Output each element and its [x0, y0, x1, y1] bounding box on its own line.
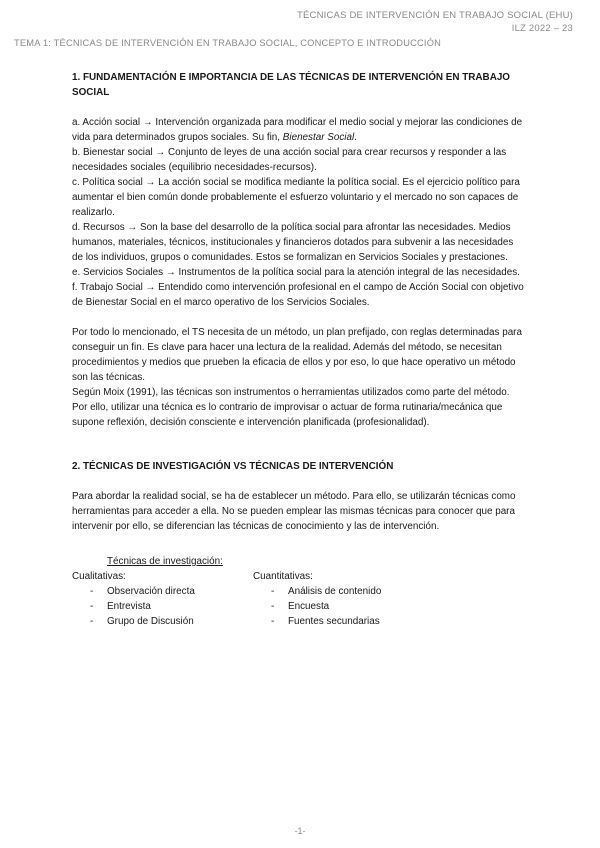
list-item: - Análisis de contenido: [271, 586, 382, 597]
paragraph-moix: Según Moix (1991), las técnicas son instrumentos o herramientas utilizados como parte del método. Por ello, utilizar una técnica es lo contrario de improvisar o actuar de forma rutinaria/mecánica que supone reflexión, decisión consciente e intervención planificada (profesionalidad).: [72, 387, 510, 428]
section-2-heading: 2. TÉCNICAS DE INVESTIGACIÓN VS TÉCNICAS DE INTERVENCIÓN: [72, 461, 394, 472]
definition-a: a. Acción social → Intervención organizada para modificar el medio social y mejorar las condiciones de vida para determinados grupos sociales. Su fin, Bienestar Social.: [72, 117, 523, 143]
quantitative-column: [253, 569, 453, 629]
list-item: - Observación directa: [90, 586, 195, 597]
course-year: ILZ 2022 – 23: [511, 23, 573, 34]
running-header: [297, 9, 573, 35]
document-body: [72, 70, 527, 629]
list-item: - Grupo de Discusión: [90, 616, 194, 627]
paragraph-reality: Para abordar la realidad social, se ha de establecer un método. Para ello, se utilizarán técnicas como herramientas para acceder a ella. No se pueden emplear las mismas técnicas para conocer que para intervenir por ello, se diferencian las técnicas de conocimiento y las de intervención.: [72, 491, 516, 532]
qualitative-label: Cualitativas:: [72, 571, 126, 582]
topic-title: TEMA 1: TÉCNICAS DE INTERVENCIÓN EN TRABAJO SOCIAL, CONCEPTO E INTRODUCCIÓN: [14, 38, 442, 48]
qualitative-column: [72, 569, 253, 629]
paragraph-method: Por todo lo mencionado, el TS necesita de un método, un plan prefijado, con reglas determinadas para conseguir un fin. Es clave para hacer una lectura de la realidad. Además del método, se necesitan procedimientos y medios que prueben la eficacia de ellos y por eso, lo que hace operativo un método son las técnicas.: [72, 327, 522, 383]
definition-c: c. Política social → La acción social se modifica mediante la política social. Es el ejercicio político para aumentar el bien común donde probablemente el esfuerzo voluntario y el mercado no son capaces de realizarlo.: [72, 177, 520, 218]
list-item: - Fuentes secundarias: [271, 616, 380, 627]
definition-d: d. Recursos → Son la base del desarrollo de la política social para afrontar las necesidades. Medios humanos, materiales, técnicos, institucionales y financieros dotados para subvenir a las necesidades de los individuos, grupos o comunidades. Estos se formalizan en Servicios Sociales y prestaciones.: [72, 222, 514, 263]
list-item: - Encuesta: [271, 601, 330, 612]
techniques-columns: [72, 569, 527, 629]
definition-b: b. Bienestar social → Conjunto de leyes de una acción social para crear recursos y responder a las necesidades sociales (equilibrio necesidades-recursos).: [72, 147, 507, 173]
quantitative-label: Cuantitativas:: [253, 571, 313, 582]
section-1-heading: 1. FUNDAMENTACIÓN E IMPORTANCIA DE LAS TÉCNICAS DE INTERVENCIÓN EN TRABAJO SOCIAL: [72, 72, 510, 98]
list-item: - Entrevista: [90, 601, 151, 612]
bienestar-social-emphasis: Bienestar Social: [282, 132, 355, 143]
course-title: TÉCNICAS DE INTERVENCIÓN EN TRABAJO SOCIAL (EHU): [297, 10, 573, 21]
research-techniques-title: Técnicas de investigación:: [107, 556, 223, 567]
page-number: -1-: [294, 826, 306, 836]
definition-f: f. Trabajo Social → Entendido como intervención profesional en el campo de Acción Social con objetivo de Bienestar Social en el marco operativo de los Servicios Sociales.: [72, 282, 524, 308]
definition-e: e. Servicios Sociales → Instrumentos de la política social para la atención integral de las necesidades.: [72, 267, 520, 278]
